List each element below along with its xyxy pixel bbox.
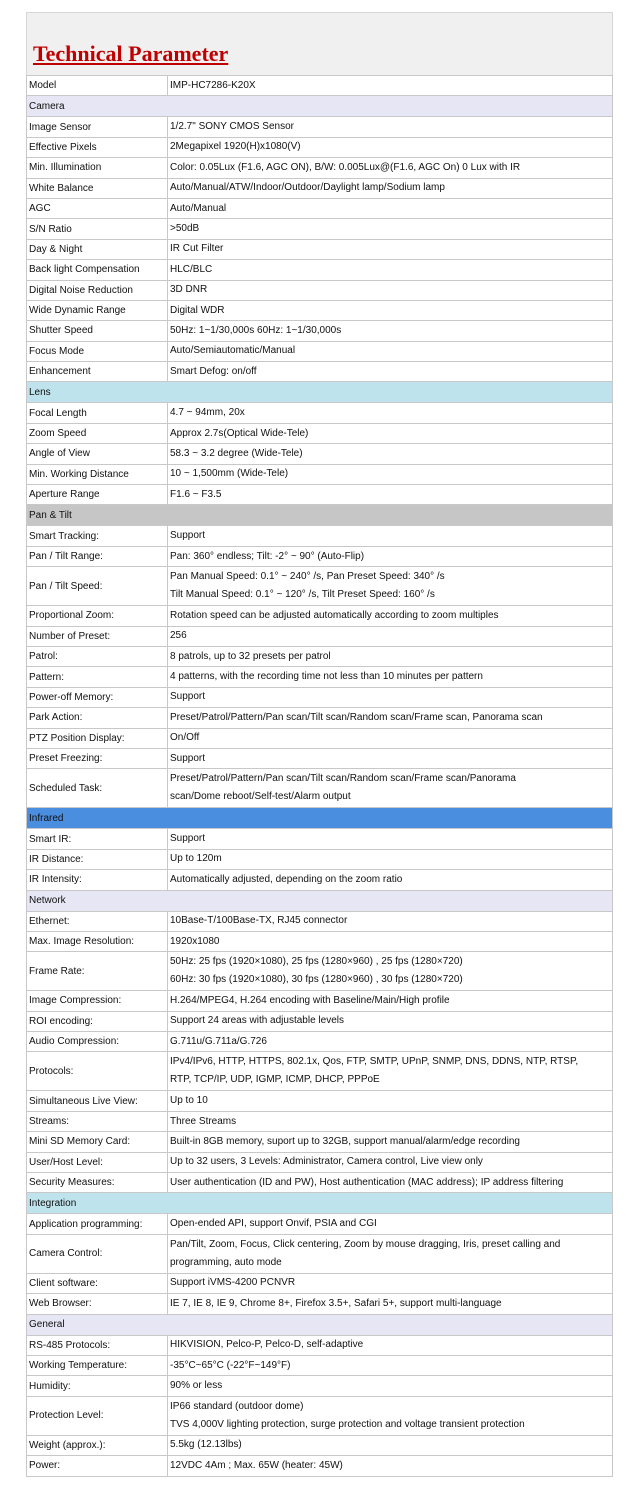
spec-value [168, 321, 613, 341]
section-header [27, 1314, 613, 1335]
spec-value [168, 403, 613, 423]
table-row [27, 952, 613, 991]
table-row [27, 178, 613, 198]
spec-value [168, 526, 613, 546]
table-row [27, 1132, 613, 1152]
table-row [27, 748, 613, 768]
spec-value-line: 2Megapixel 1920(H)x1080(V) [170, 141, 301, 153]
section-title: Camera [27, 96, 613, 117]
spec-label: Pan / Tilt Speed: [27, 567, 168, 606]
table-row [27, 239, 613, 259]
spec-value [168, 1011, 613, 1031]
table-row [27, 300, 613, 320]
spec-value-line: H.264/MPEG4, H.264 encoding with Baseline/Main/High profile [170, 994, 450, 1006]
table-row [27, 1111, 613, 1131]
spec-value-line: Approx 2.7s(Optical Wide-Tele) [170, 427, 309, 439]
table-row [27, 728, 613, 748]
spec-value-line: 12VDC 4Am ; Max. 65W (heater: 45W) [170, 1459, 343, 1471]
spec-value-line: User authentication (ID and PW), Host authentication (MAC address); IP address filtering [170, 1176, 564, 1188]
spec-label: Zoom Speed [27, 423, 168, 443]
spec-value-line: 5.5kg (12.13lbs) [170, 1439, 242, 1451]
spec-value [168, 626, 613, 646]
spec-value [168, 1456, 613, 1476]
spec-value-line: -35°C~65°C (-22°F~149°F) [170, 1359, 291, 1371]
spec-value [168, 952, 613, 991]
spec-value [168, 1214, 613, 1234]
spec-label: Enhancement [27, 362, 168, 382]
spec-value [168, 1173, 613, 1193]
table-row [27, 931, 613, 951]
section-title: Network [27, 890, 613, 911]
section-header [27, 808, 613, 829]
spec-label: Wide Dynamic Range [27, 300, 168, 320]
spec-value-line: IPv4/IPv6, HTTP, HTTPS, 802.1x, Qos, FTP, SMTP, UPnP, SNMP, DNS, DDNS, NTP, RTSP, [170, 1056, 579, 1068]
table-row [27, 1294, 613, 1314]
spec-label: Web Browser: [27, 1294, 168, 1314]
spec-value-line: 1920x1080 [170, 935, 220, 947]
spec-label: Day & Night [27, 239, 168, 259]
spec-value-line: 90% or less [170, 1380, 223, 1392]
table-row [27, 991, 613, 1011]
table-row [27, 667, 613, 687]
spec-value-line: Support [170, 530, 206, 542]
table-row [27, 1032, 613, 1052]
table-row [27, 76, 613, 96]
spec-value-line: G.711u/G.711a/G.726 [170, 1035, 267, 1047]
spec-value-line: F1.6 ~ F3.5 [170, 488, 222, 500]
section-header [27, 1193, 613, 1214]
table-row [27, 708, 613, 728]
table-row [27, 321, 613, 341]
spec-value-line: Up to 120m [170, 853, 222, 865]
spec-value-line: Support iVMS-4200 PCNVR [170, 1277, 296, 1289]
spec-value-line: 50Hz: 25 fps (1920×1080), 25 fps (1280×960) , 25 fps (1280×720) [170, 956, 463, 968]
spec-value-line: IP66 standard (outdoor dome) [170, 1400, 304, 1412]
spec-value [168, 829, 613, 849]
spec-label: IR Distance: [27, 849, 168, 869]
spec-label: Aperture Range [27, 485, 168, 505]
table-row [27, 1435, 613, 1455]
spec-value-line: 4 patterns, with the recording time not less than 10 minutes per pattern [170, 671, 483, 683]
spec-value [168, 991, 613, 1011]
spec-value [168, 1152, 613, 1172]
spec-value [168, 667, 613, 687]
spec-label: Client software: [27, 1273, 168, 1293]
spec-value [168, 687, 613, 707]
spec-value [168, 1355, 613, 1375]
spec-value [168, 239, 613, 259]
table-row [27, 567, 613, 606]
spec-value-line: >50dB [170, 223, 200, 235]
spec-label: IR Intensity: [27, 870, 168, 890]
spec-value [168, 341, 613, 361]
page-title: Technical Parameter [33, 41, 229, 66]
table-row [27, 606, 613, 626]
spec-label: AGC [27, 198, 168, 218]
spec-value [168, 769, 613, 808]
spec-value [168, 911, 613, 931]
spec-value [168, 870, 613, 890]
spec-value [168, 423, 613, 443]
spec-value-line: Support [170, 752, 206, 764]
table-row [27, 280, 613, 300]
spec-value-line: 60Hz: 30 fps (1920×1080), 30 fps (1280×960) , 30 fps (1280×720) [170, 974, 463, 986]
spec-label: Weight (approx.): [27, 1435, 168, 1455]
spec-value-line: 50Hz: 1~1/30,000s 60Hz: 1~1/30,000s [170, 324, 342, 336]
table-row [27, 526, 613, 546]
spec-label: Power-off Memory: [27, 687, 168, 707]
spec-value-line: 256 [170, 630, 187, 642]
spec-value-line: HLC/BLC [170, 263, 213, 275]
spec-value-line: Color: 0.05Lux (F1.6, AGC ON), B/W: 0.005Lux@(F1.6, AGC On) 0 Lux with IR [170, 161, 521, 173]
spec-value-line: 3D DNR [170, 284, 208, 296]
spec-value-line: Auto/Semiautomatic/Manual [170, 345, 296, 357]
spec-value [168, 1111, 613, 1131]
spec-value-line: Built-in 8GB memory, suport up to 32GB, support manual/alarm/edge recording [170, 1135, 520, 1147]
spec-label: Back light Compensation [27, 260, 168, 280]
table-row [27, 1234, 613, 1273]
spec-value-line: Three Streams [170, 1115, 237, 1127]
table-row [27, 1152, 613, 1172]
spec-value [168, 464, 613, 484]
spec-value-line: Pan: 360° endless; Tilt: -2° ~ 90° (Auto-Flip) [170, 550, 365, 562]
spec-value-line: Support [170, 833, 206, 845]
spec-label: Audio Compression: [27, 1032, 168, 1052]
table-row [27, 911, 613, 931]
spec-label: Smart IR: [27, 829, 168, 849]
table-row [27, 260, 613, 280]
spec-label: RS-485 Protocols: [27, 1335, 168, 1355]
table-row [27, 1091, 613, 1111]
spec-value [168, 198, 613, 218]
spec-value [168, 137, 613, 157]
spec-value [168, 1376, 613, 1396]
spec-value-line: Pan Manual Speed: 0.1° ~ 240° /s, Pan Preset Speed: 340° /s [170, 571, 445, 583]
spec-label: Focal Length [27, 403, 168, 423]
spec-value [168, 931, 613, 951]
spec-value [168, 158, 613, 178]
spec-value-line: Preset/Patrol/Pattern/Pan scan/Tilt scan/Random scan/Frame scan/Panorama [170, 773, 516, 785]
table-row [27, 1052, 613, 1091]
table-row [27, 870, 613, 890]
table-row [27, 1456, 613, 1476]
spec-value-line: HIKVISION, Pelco-P, Pelco-D, self-adaptive [170, 1339, 364, 1351]
table-row [27, 546, 613, 566]
table-row [27, 341, 613, 361]
spec-label: Min. Illumination [27, 158, 168, 178]
table-row [27, 444, 613, 464]
section-title: General [27, 1314, 613, 1335]
spec-value [168, 1234, 613, 1273]
table-row [27, 1214, 613, 1234]
spec-value-line: IR Cut Filter [170, 243, 224, 255]
table-row [27, 1355, 613, 1375]
spec-label: S/N Ratio [27, 219, 168, 239]
spec-value [168, 606, 613, 626]
table-row [27, 485, 613, 505]
spec-value [168, 260, 613, 280]
spec-value-line: Preset/Patrol/Pattern/Pan scan/Tilt scan/Random scan/Frame scan, Panorama scan [170, 711, 543, 723]
spec-value-line: Support 24 areas with adjustable levels [170, 1015, 344, 1027]
spec-value-line: 58.3 ~ 3.2 degree (Wide-Tele) [170, 447, 303, 459]
table-row [27, 1335, 613, 1355]
spec-value-line: Automatically adjusted, depending on the zoom ratio [170, 873, 403, 885]
spec-label: Image Sensor [27, 117, 168, 137]
spec-value-line: 1/2.7" SONY CMOS Sensor [170, 121, 294, 133]
section-header [27, 96, 613, 117]
spec-value [168, 1091, 613, 1111]
spec-label: Humidity: [27, 1376, 168, 1396]
spec-value [168, 546, 613, 566]
spec-value [168, 1032, 613, 1052]
spec-value-line: Auto/Manual [170, 202, 227, 214]
spec-label: Mini SD Memory Card: [27, 1132, 168, 1152]
spec-value [168, 748, 613, 768]
spec-label: Ethernet: [27, 911, 168, 931]
spec-value [168, 1396, 613, 1435]
spec-value [168, 567, 613, 606]
spec-value-line: IMP-HC7286-K20X [170, 79, 256, 91]
spec-value [168, 1294, 613, 1314]
spec-value-line: programming, auto mode [170, 1256, 282, 1268]
spec-value [168, 76, 613, 96]
section-title: Integration [27, 1193, 613, 1214]
table-row [27, 117, 613, 137]
spec-value [168, 300, 613, 320]
table-row [27, 687, 613, 707]
table-row [27, 1011, 613, 1031]
section-header [27, 505, 613, 526]
spec-label: Camera Control: [27, 1234, 168, 1273]
spec-label: ROI encoding: [27, 1011, 168, 1031]
spec-value [168, 708, 613, 728]
spec-value [168, 1435, 613, 1455]
spec-label: White Balance [27, 178, 168, 198]
spec-label: Power: [27, 1456, 168, 1476]
spec-value [168, 444, 613, 464]
spec-value-line: Tilt Manual Speed: 0.1° ~ 120° /s, Tilt Preset Speed: 160° /s [170, 589, 435, 601]
spec-label: Angle of View [27, 444, 168, 464]
table-row [27, 403, 613, 423]
table-row [27, 1376, 613, 1396]
spec-value-line: 10Base-T/100Base-TX, RJ45 connector [170, 915, 348, 927]
spec-value-line: Up to 32 users, 3 Levels: Administrator, Camera control, Live view only [170, 1156, 483, 1168]
spec-value-line: Auto/Manual/ATW/Indoor/Outdoor/Daylight lamp/Sodium lamp [170, 182, 445, 194]
table-row [27, 423, 613, 443]
spec-value-line: Up to 10 [170, 1095, 208, 1107]
spec-value [168, 1052, 613, 1091]
section-title: Lens [27, 382, 613, 403]
spec-label: Pan / Tilt Range: [27, 546, 168, 566]
table-row [27, 464, 613, 484]
spec-value-line: scan/Dome reboot/Self-test/Alarm output [170, 791, 351, 803]
spec-value [168, 219, 613, 239]
spec-label: User/Host Level: [27, 1152, 168, 1172]
table-row [27, 1173, 613, 1193]
spec-value-line: 8 patrols, up to 32 presets per patrol [170, 650, 331, 662]
spec-value-line: 10 ~ 1,500mm (Wide-Tele) [170, 468, 289, 480]
spec-label: PTZ Position Display: [27, 728, 168, 748]
spec-label: Frame Rate: [27, 952, 168, 991]
spec-label: Scheduled Task: [27, 769, 168, 808]
spec-value [168, 117, 613, 137]
spec-label: Image Compression: [27, 991, 168, 1011]
spec-value-line: TVS 4,000V lighting protection, surge protection and voltage transient protection [170, 1418, 525, 1430]
spec-value [168, 178, 613, 198]
spec-label: Park Action: [27, 708, 168, 728]
table-row [27, 198, 613, 218]
spec-value [168, 1335, 613, 1355]
spec-label: Min. Working Distance [27, 464, 168, 484]
spec-label: Working Temperature: [27, 1355, 168, 1375]
spec-table [26, 75, 613, 1477]
spec-label: Max. Image Resolution: [27, 931, 168, 951]
section-title: Infrared [27, 808, 613, 829]
spec-value [168, 362, 613, 382]
spec-value-line: RTP, TCP/IP, UDP, IGMP, ICMP, DHCP, PPPoE [170, 1074, 380, 1086]
spec-value [168, 646, 613, 666]
table-row [27, 219, 613, 239]
spec-value-line: Digital WDR [170, 304, 225, 316]
spec-label: Proportional Zoom: [27, 606, 168, 626]
spec-label: Shutter Speed [27, 321, 168, 341]
spec-label: Digital Noise Reduction [27, 280, 168, 300]
spec-label: Protocols: [27, 1052, 168, 1091]
spec-value [168, 1132, 613, 1152]
spec-sheet [26, 12, 613, 1477]
spec-label: Simultaneous Live View: [27, 1091, 168, 1111]
spec-value [168, 485, 613, 505]
spec-value-line: IE 7, IE 8, IE 9, Chrome 8+, Firefox 3.5+, Safari 5+, support multi-language [170, 1297, 502, 1309]
spec-label: Security Measures: [27, 1173, 168, 1193]
spec-value-line: Pan/Tilt, Zoom, Focus, Click centering, Zoom by mouse dragging, Iris, preset calling and [170, 1238, 561, 1250]
spec-label: Focus Mode [27, 341, 168, 361]
title-band [26, 12, 613, 75]
spec-label: Pattern: [27, 667, 168, 687]
table-row [27, 362, 613, 382]
spec-label: Protection Level: [27, 1396, 168, 1435]
spec-label: Streams: [27, 1111, 168, 1131]
spec-value-line: 4.7 ~ 94mm, 20x [170, 407, 245, 419]
table-row [27, 849, 613, 869]
spec-label: Patrol: [27, 646, 168, 666]
spec-value [168, 728, 613, 748]
spec-label: Effective Pixels [27, 137, 168, 157]
spec-value-line: Support [170, 691, 206, 703]
spec-value-line: Open-ended API, support Onvif, PSIA and CGI [170, 1218, 377, 1230]
spec-label: Application programming: [27, 1214, 168, 1234]
spec-label: Smart Tracking: [27, 526, 168, 546]
spec-label: Number of Preset: [27, 626, 168, 646]
spec-label: Preset Freezing: [27, 748, 168, 768]
table-row [27, 626, 613, 646]
table-row [27, 829, 613, 849]
table-row [27, 158, 613, 178]
spec-value-line: On/Off [170, 732, 200, 744]
section-header [27, 382, 613, 403]
table-row [27, 646, 613, 666]
spec-value-line: Rotation speed can be adjusted automatically according to zoom multiples [170, 609, 499, 621]
spec-value [168, 1273, 613, 1293]
table-row [27, 1396, 613, 1435]
section-header [27, 890, 613, 911]
table-row [27, 769, 613, 808]
spec-label: Model [27, 76, 168, 96]
table-row [27, 1273, 613, 1293]
spec-value [168, 280, 613, 300]
table-row [27, 137, 613, 157]
spec-value [168, 849, 613, 869]
spec-value-line: Smart Defog: on/off [170, 365, 257, 377]
section-title: Pan & Tilt [27, 505, 613, 526]
